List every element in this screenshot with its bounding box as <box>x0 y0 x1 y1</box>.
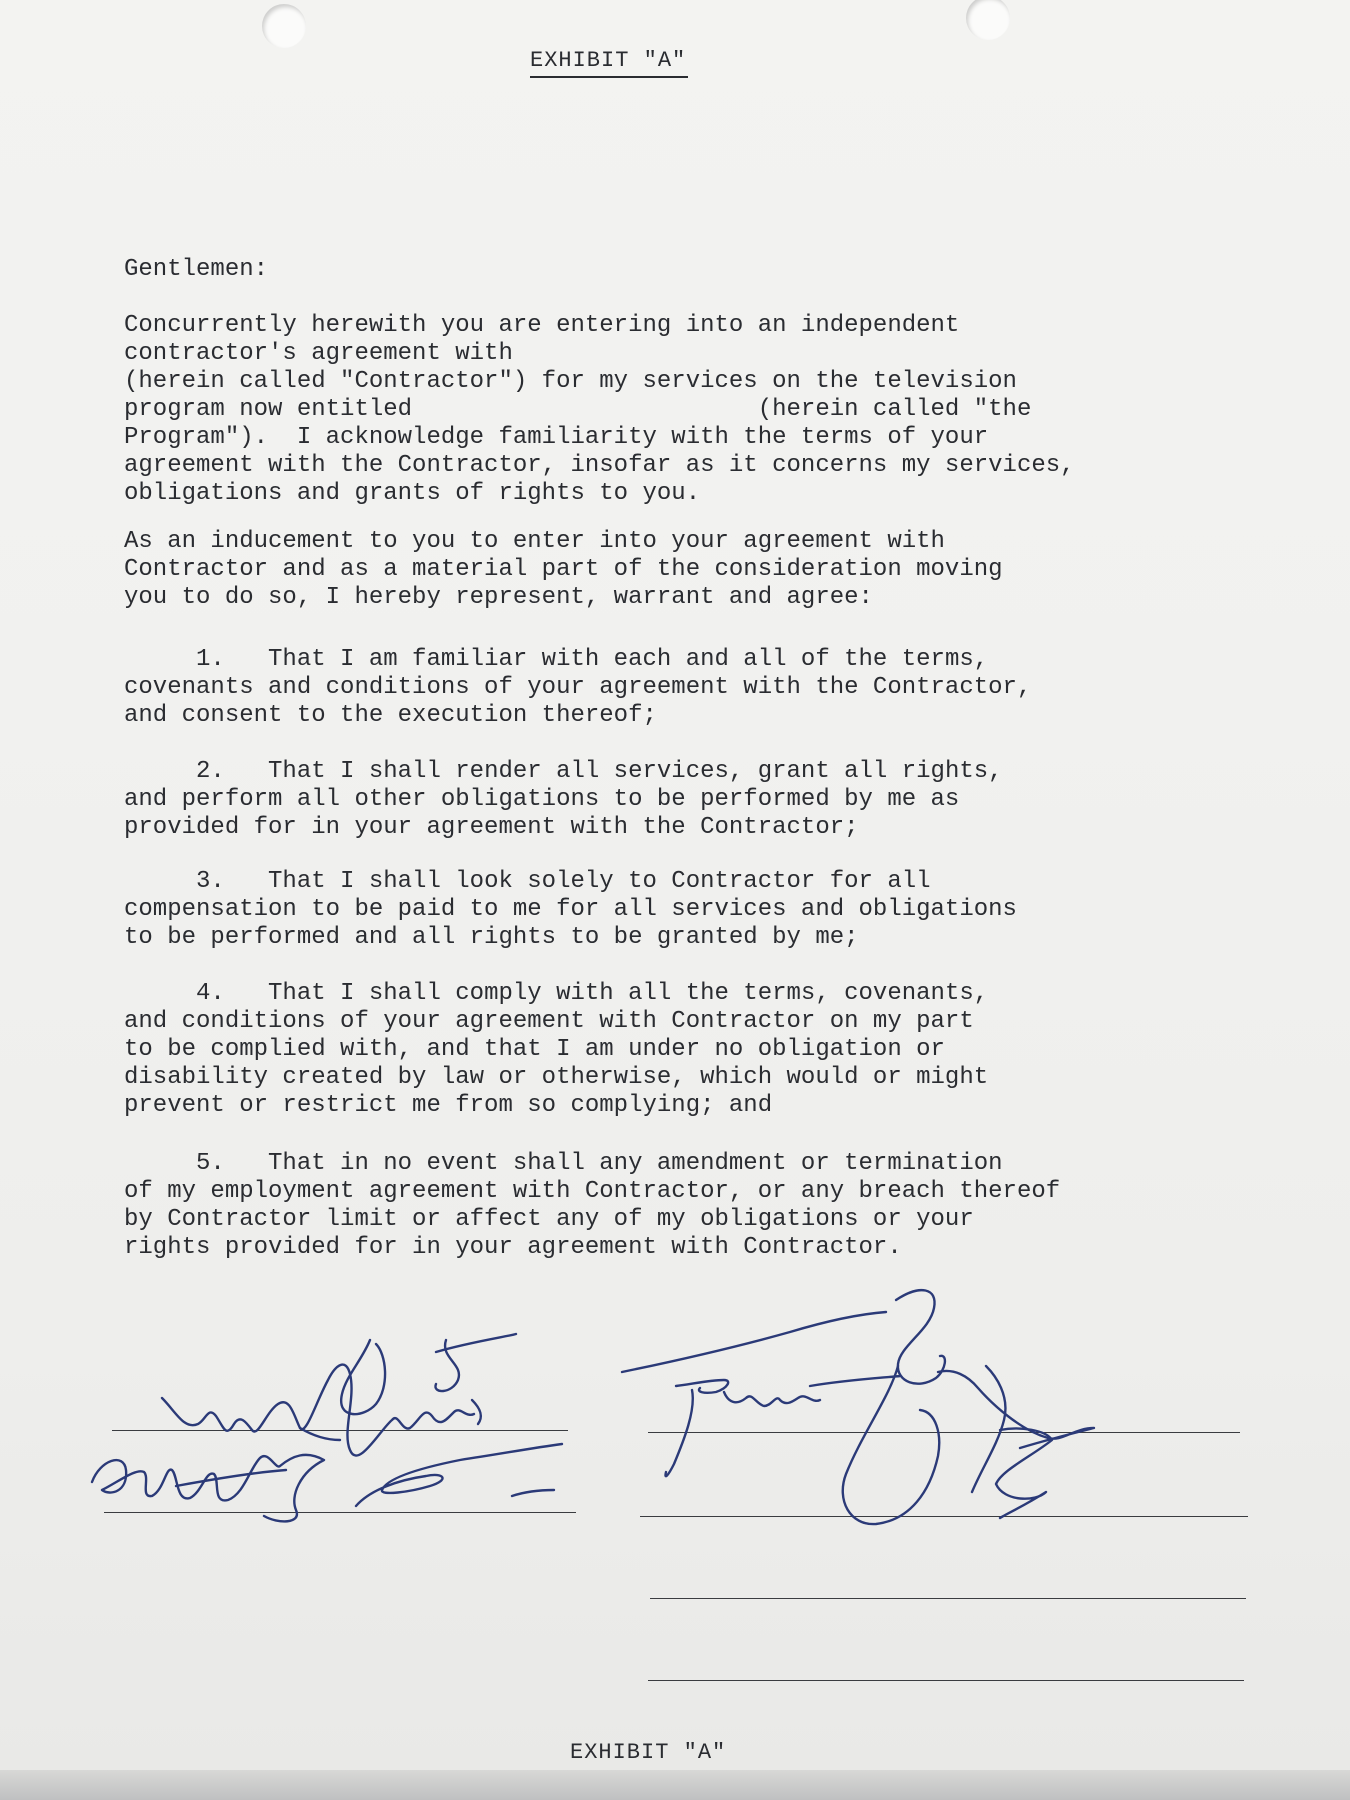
paragraph-text: As an inducement to you to enter into your agreement with Contractor and as a material part of the consideration moving you to do so, I hereby represent, warrant and agree: <box>124 528 1003 611</box>
exhibit-footer: EXHIBIT "A" <box>570 1740 727 1765</box>
numbered-item-3 <box>124 868 1254 952</box>
paragraph-inducement <box>124 528 1254 612</box>
signature-line <box>650 1598 1246 1599</box>
numbered-item-4 <box>124 980 1254 1120</box>
item-text: 3. That I shall look solely to Contractor for all compensation to be paid to me for all services and obligations to be performed and all rights to be granted by me; <box>124 868 1017 951</box>
item-text: 1. That I am familiar with each and all of the terms, covenants and conditions of your agreement with the Contractor, and consent to the execution thereof; <box>124 646 1032 729</box>
exhibit-header: EXHIBIT "A" <box>530 48 688 78</box>
punch-hole <box>966 0 1010 40</box>
handwritten-signature-right <box>600 1280 1120 1550</box>
page-bottom-edge <box>0 1770 1350 1800</box>
handwritten-signature-left <box>80 1320 600 1540</box>
punch-hole <box>262 4 306 48</box>
paragraph-intro <box>124 312 1254 508</box>
item-text: 4. That I shall comply with all the terms, covenants, and conditions of your agreement with Contractor on my part to be complied with, and that I am under no obligation or disability created by law or otherwise, which would or might prevent or restrict me from so complying; and <box>124 980 989 1119</box>
item-text: 2. That I shall render all services, grant all rights, and perform all other obligations to be performed by me as provided for in your agreement with the Contractor; <box>124 758 1003 841</box>
numbered-item-1 <box>124 646 1254 730</box>
salutation: Gentlemen: <box>124 256 269 283</box>
paragraph-text: Concurrently herewith you are entering into an independent contractor's agreement with (herein called "Contractor") for my services on the television program now entitled (herein called "the Program"). I acknowledge familiarity with the terms of your agreement with the Contractor, insofar as it concerns my services, obligations and grants of rights to you. <box>124 312 1075 507</box>
signature-line <box>648 1680 1244 1681</box>
numbered-item-5 <box>124 1150 1254 1262</box>
item-text: 5. That in no event shall any amendment or termination of my employment agreement with Contractor, or any breach thereof by Contractor limit or affect any of my obligations or your rights provided for in your agreement with Contractor. <box>124 1150 1061 1261</box>
numbered-item-2 <box>124 758 1254 842</box>
